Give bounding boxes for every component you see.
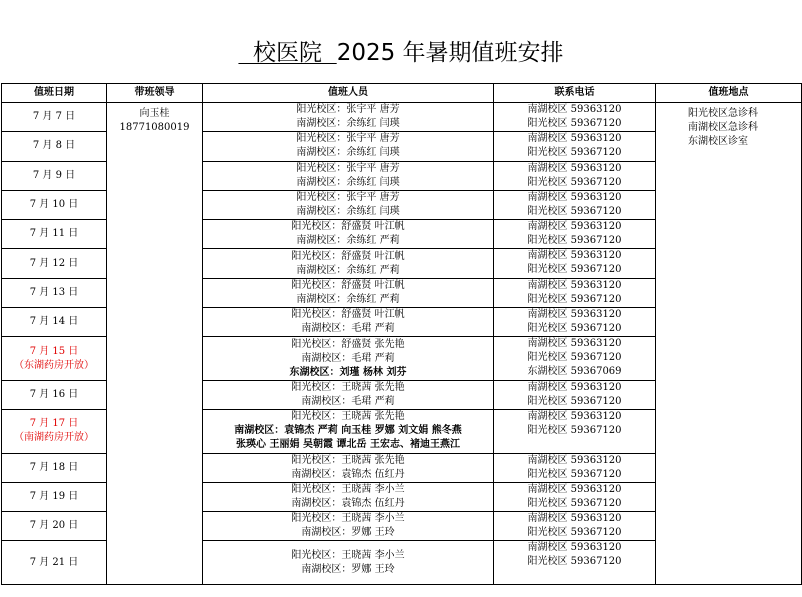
staff-cell xyxy=(203,410,494,453)
phone-line: 南湖校区 59363120 xyxy=(527,513,622,525)
staff-line: 阳光校区：舒盛贤 叶江帆 xyxy=(291,221,405,233)
phone-line: 阳光校区 59367120 xyxy=(527,176,622,188)
duty-schedule-table xyxy=(1,83,802,585)
staff-line: 南湖校区：余练红 严莉 xyxy=(296,293,400,305)
phone-cell xyxy=(494,308,656,337)
title-main: 2025 年暑期值班安排 xyxy=(336,40,564,66)
phone-line: 阳光校区 59367120 xyxy=(527,264,622,276)
phone-line: 南湖校区 59363120 xyxy=(527,411,622,423)
staff-line-extra: 张瑛心 王丽娟 吴朝霞 谭北岳 王宏志、褚迪王燕江 xyxy=(236,439,460,451)
staff-line: 阳光校区：王晓茜 张先艳 xyxy=(291,454,405,466)
duty-date-cell xyxy=(2,249,107,278)
phone-cell xyxy=(494,453,656,482)
duty-date-cell xyxy=(2,541,107,585)
leader-name: 向玉桂 xyxy=(139,108,170,119)
phone-line: 南湖校区 59363120 xyxy=(527,381,622,393)
header-leader: 带班领导 xyxy=(107,84,203,103)
phone-line: 南湖校区 59363120 xyxy=(527,221,622,233)
phone-cell xyxy=(494,380,656,409)
phone-line: 阳光校区 59367120 xyxy=(527,556,622,568)
staff-line: 南湖校区：余练红 严莉 xyxy=(296,235,400,247)
phone-cell xyxy=(494,541,656,585)
duty-date: 7 月 7 日 xyxy=(32,111,76,123)
phone-line: 南湖校区 59363120 xyxy=(527,104,622,115)
duty-date: 7 月 8 日 xyxy=(32,140,76,152)
title-prefix: 校医院 xyxy=(238,40,337,66)
phone-cell xyxy=(494,482,656,511)
duty-date: 7 月 13 日 xyxy=(29,286,79,298)
header-phone: 联系电话 xyxy=(494,84,656,103)
staff-line: 南湖校区：余练红 闫瑛 xyxy=(296,147,400,159)
pharmacy-note: （南湖药房开放） xyxy=(14,432,94,444)
staff-line-extra: 东湖校区：刘瑾 杨林 刘芬 xyxy=(289,366,407,378)
phone-line: 阳光校区 59367120 xyxy=(527,147,622,159)
staff-line: 阳光校区：王晓茜 李小兰 xyxy=(291,513,405,525)
phone-cell xyxy=(494,278,656,307)
duty-date-cell xyxy=(2,512,107,541)
header-staff: 值班人员 xyxy=(203,84,494,103)
staff-cell xyxy=(203,380,494,409)
staff-line: 南湖校区：毛珺 严莉 xyxy=(301,352,395,364)
duty-date: 7 月 20 日 xyxy=(29,520,79,532)
duty-date-cell xyxy=(2,453,107,482)
phone-line: 南湖校区 59363120 xyxy=(527,542,622,554)
phone-line: 东湖校区 59367069 xyxy=(527,366,622,378)
phone-line: 南湖校区 59363120 xyxy=(527,250,622,262)
staff-line: 阳光校区：张宇平 唐芳 xyxy=(296,162,400,174)
staff-line: 阳光校区：舒盛贤 叶江帆 xyxy=(291,309,405,321)
staff-line: 阳光校区：王晓茜 李小兰 xyxy=(291,483,405,495)
staff-cell xyxy=(203,132,494,161)
duty-date: 7 月 16 日 xyxy=(29,388,79,400)
staff-line: 阳光校区：王晓茜 张先艳 xyxy=(291,411,405,423)
phone-cell xyxy=(494,103,656,132)
duty-date-cell xyxy=(2,278,107,307)
phone-line: 南湖校区 59363120 xyxy=(527,309,622,321)
duty-date-cell xyxy=(2,190,107,219)
staff-line-extra: 南湖校区：袁锦杰 严莉 向玉桂 罗娜 刘文娟 熊冬燕 xyxy=(234,425,462,437)
table-row xyxy=(2,103,802,132)
duty-date: 7 月 10 日 xyxy=(29,199,79,211)
staff-line: 南湖校区：毛珺 严莉 xyxy=(301,323,395,335)
duty-date: 7 月 18 日 xyxy=(29,461,79,473)
phone-line: 阳光校区 59367120 xyxy=(527,323,622,335)
phone-cell xyxy=(494,161,656,190)
staff-line: 南湖校区：罗娜 王玲 xyxy=(301,563,395,575)
staff-line: 阳光校区：王晓茜 李小兰 xyxy=(291,549,405,561)
staff-line: 阳光校区：王晓茜 张先艳 xyxy=(291,381,405,393)
phone-cell xyxy=(494,337,656,380)
leader-phone: 18771080019 xyxy=(119,122,190,133)
phone-line: 阳光校区 59367120 xyxy=(527,527,622,539)
staff-cell xyxy=(203,220,494,249)
phone-line: 阳光校区 59367120 xyxy=(527,395,622,407)
place-cell xyxy=(656,103,802,585)
staff-cell xyxy=(203,249,494,278)
duty-place: 东湖校区诊室 xyxy=(688,136,748,147)
duty-date-cell xyxy=(2,380,107,409)
staff-line: 阳光校区：张宇平 唐芳 xyxy=(296,104,400,116)
header-row xyxy=(2,84,802,103)
phone-line: 阳光校区 59367120 xyxy=(527,205,622,217)
pharmacy-note: （东湖药房开放） xyxy=(14,359,94,371)
phone-cell xyxy=(494,190,656,219)
staff-line: 南湖校区：袁锦杰 伍红丹 xyxy=(291,497,405,509)
phone-cell xyxy=(494,512,656,541)
duty-date: 7 月 21 日 xyxy=(29,556,79,568)
duty-date: 7 月 19 日 xyxy=(29,490,79,502)
staff-line: 阳光校区：张宇平 唐芳 xyxy=(296,133,400,145)
staff-cell xyxy=(203,482,494,511)
duty-date-cell xyxy=(2,337,107,380)
staff-cell xyxy=(203,190,494,219)
staff-line: 阳光校区：张宇平 唐芳 xyxy=(296,192,400,204)
phone-line: 南湖校区 59363120 xyxy=(527,133,622,145)
duty-date-cell xyxy=(2,220,107,249)
phone-line: 阳光校区 59367120 xyxy=(527,497,622,509)
staff-line: 阳光校区：舒盛贤 叶江帆 xyxy=(291,250,405,262)
phone-line: 南湖校区 59363120 xyxy=(527,454,622,466)
header-date: 值班日期 xyxy=(2,84,107,103)
duty-date-cell xyxy=(2,161,107,190)
staff-line: 南湖校区：袁锦杰 伍红丹 xyxy=(291,468,405,480)
staff-line: 南湖校区：余练红 闫瑛 xyxy=(296,206,400,218)
phone-line: 阳光校区 59367120 xyxy=(527,293,622,305)
staff-cell xyxy=(203,512,494,541)
phone-cell xyxy=(494,220,656,249)
duty-date-cell xyxy=(2,103,107,132)
duty-place: 南湖校区急诊科 xyxy=(688,122,758,133)
staff-line: 南湖校区：毛珺 严莉 xyxy=(301,395,395,407)
staff-line: 南湖校区：余练红 严莉 xyxy=(296,264,400,276)
duty-date: 7 月 14 日 xyxy=(29,316,79,328)
phone-line: 阳光校区 59367120 xyxy=(527,118,622,129)
staff-cell xyxy=(203,103,494,132)
duty-date: 7 月 11 日 xyxy=(29,228,79,240)
staff-cell xyxy=(203,278,494,307)
phone-line: 南湖校区 59363120 xyxy=(527,279,622,291)
page-title xyxy=(0,38,802,68)
staff-line: 南湖校区：余练红 闫瑛 xyxy=(296,176,400,188)
staff-cell xyxy=(203,161,494,190)
staff-line: 阳光校区：舒盛贤 张先艳 xyxy=(291,338,405,350)
staff-cell xyxy=(203,453,494,482)
duty-place: 阳光校区急诊科 xyxy=(688,108,758,119)
duty-date: 7 月 9 日 xyxy=(32,169,76,181)
phone-line: 南湖校区 59363120 xyxy=(527,191,622,203)
table-body xyxy=(2,103,802,585)
duty-date-cell xyxy=(2,482,107,511)
header-place: 值班地点 xyxy=(656,84,802,103)
staff-line: 南湖校区：余练红 闫瑛 xyxy=(296,118,400,130)
duty-date-cell xyxy=(2,410,107,453)
staff-cell xyxy=(203,337,494,380)
phone-line: 阳光校区 59367120 xyxy=(527,468,622,480)
leader-cell xyxy=(107,103,203,585)
duty-date: 7 月 15 日 xyxy=(29,345,79,357)
staff-line: 南湖校区：罗娜 王玲 xyxy=(301,527,395,539)
phone-line: 南湖校区 59363120 xyxy=(527,338,622,350)
phone-line: 南湖校区 59363120 xyxy=(527,483,622,495)
duty-date-cell xyxy=(2,308,107,337)
phone-line: 阳光校区 59367120 xyxy=(527,235,622,247)
phone-cell xyxy=(494,249,656,278)
staff-cell xyxy=(203,308,494,337)
phone-cell xyxy=(494,132,656,161)
phone-cell xyxy=(494,410,656,453)
staff-cell xyxy=(203,541,494,585)
duty-date: 7 月 17 日 xyxy=(29,418,79,430)
phone-line: 阳光校区 59367120 xyxy=(527,352,622,364)
staff-line: 阳光校区：舒盛贤 叶江帆 xyxy=(291,279,405,291)
phone-line: 阳光校区 59367120 xyxy=(527,425,622,437)
duty-date-cell xyxy=(2,132,107,161)
duty-date: 7 月 12 日 xyxy=(29,257,79,269)
phone-line: 南湖校区 59363120 xyxy=(527,162,622,174)
